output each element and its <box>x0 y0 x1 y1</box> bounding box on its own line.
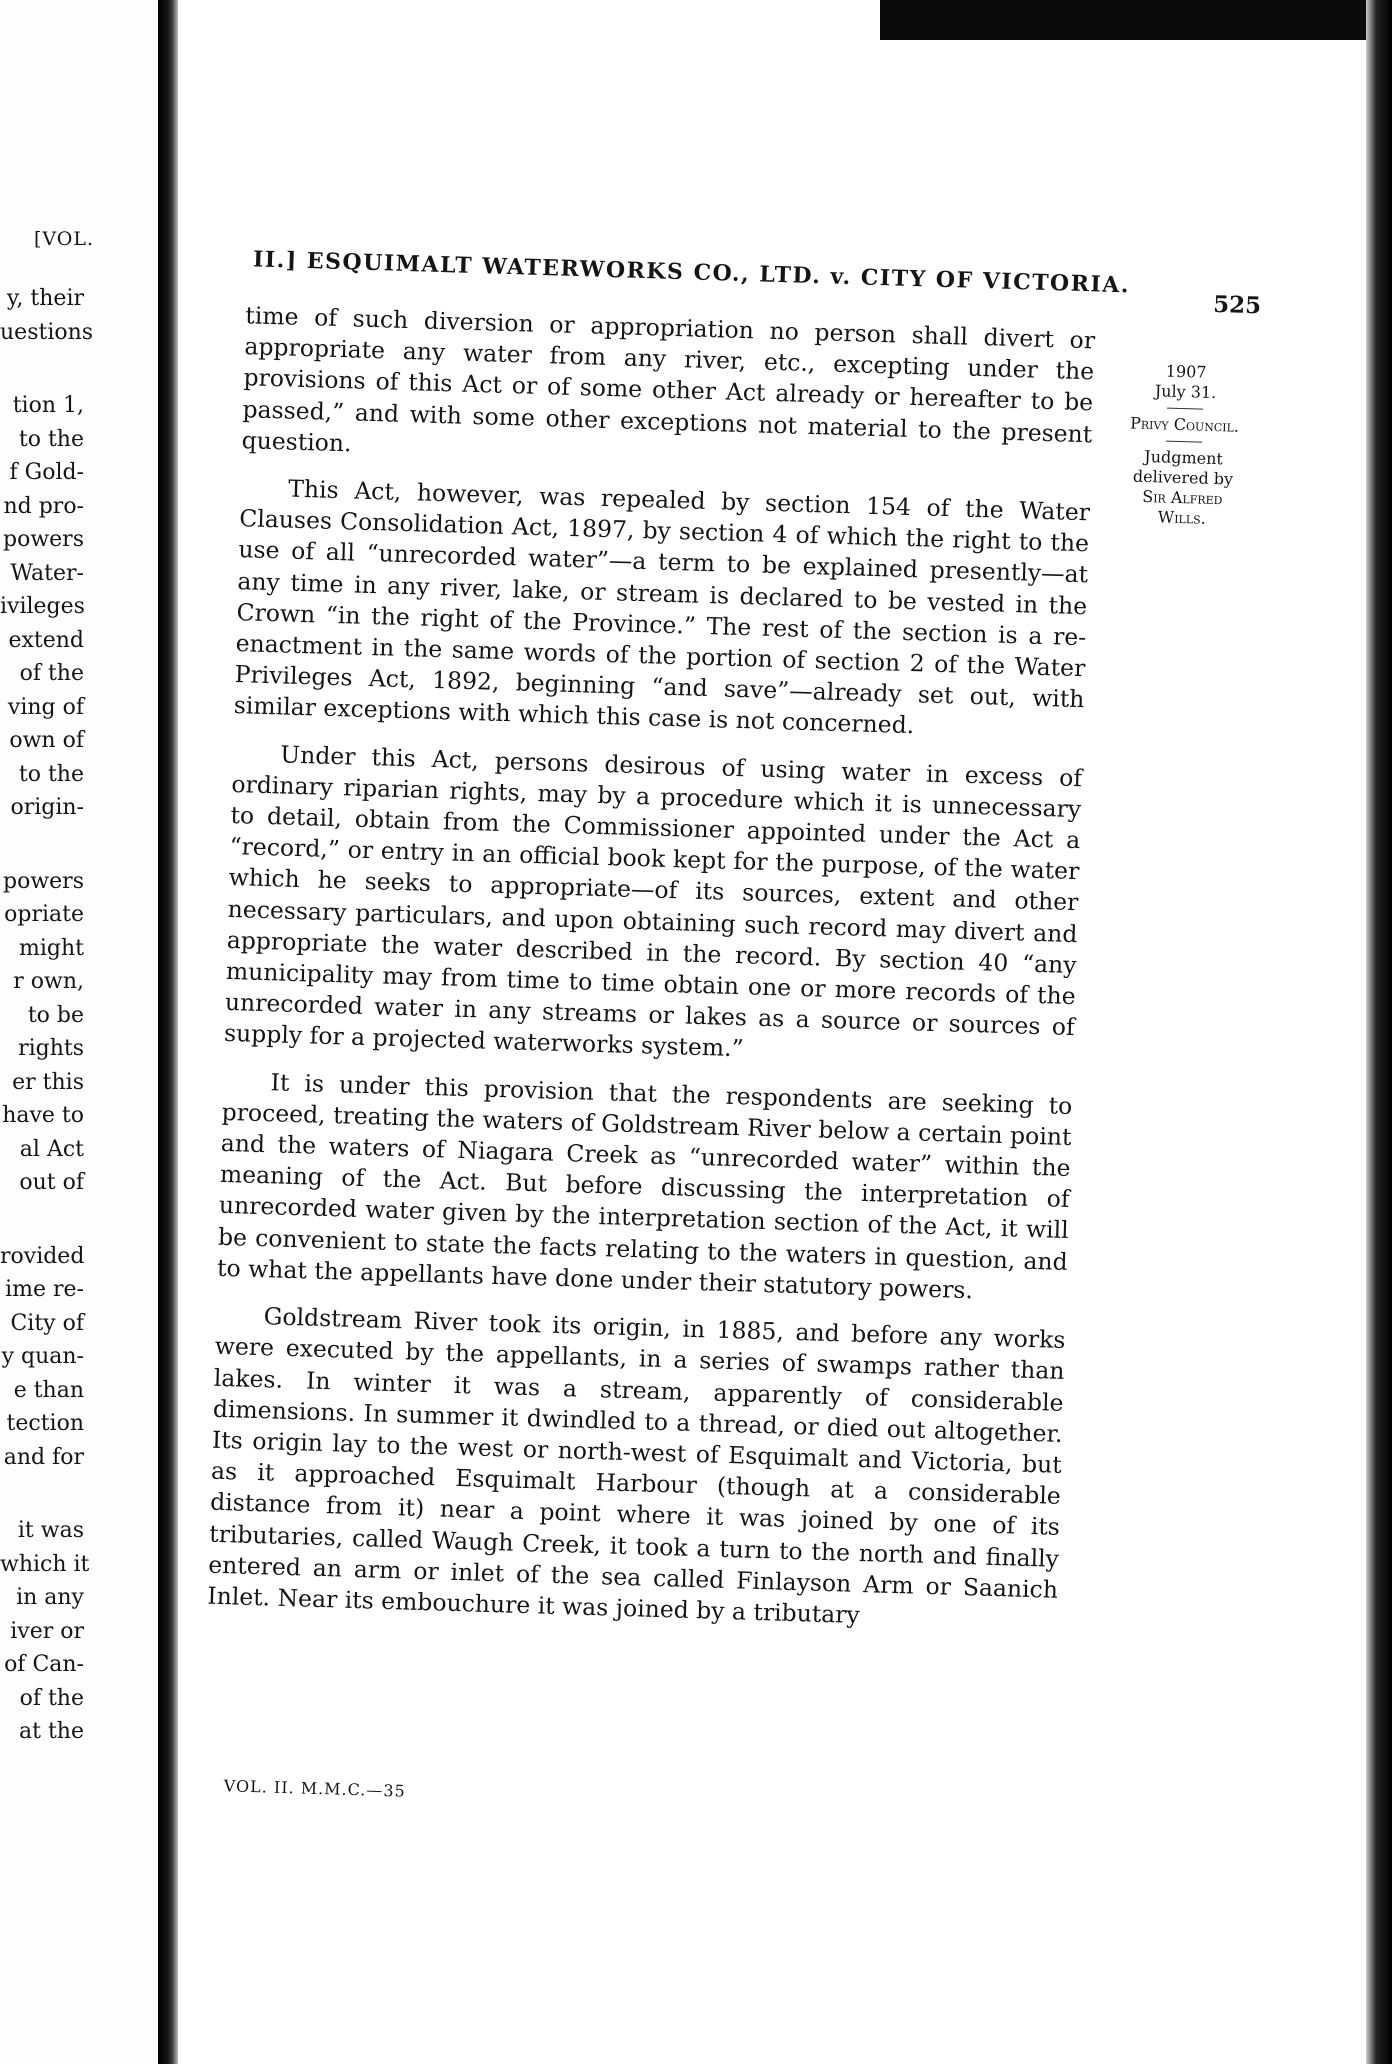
facing-page-line: nd pro- <box>3 493 84 519</box>
scan-border-right <box>1366 0 1392 2064</box>
signature-mark: VOL. II. M.M.C.—35 <box>223 1776 407 1801</box>
book-gutter <box>158 0 178 2064</box>
margin-note-judge: Sir Alfred Wills. <box>1141 486 1223 528</box>
facing-page-line: ving of <box>7 694 84 720</box>
paragraph: Under this Act, persons desirous of using water in excess of ordinary riparian rights, may by a procedure which it is unnecessary to detail, obtain from the Commissioner appointed under the Act a “record,” or entry in an official book kept for the purpose, of the water which he seeks to appropriate—of its sources, extent and other necessary particulars, and upon obtaining such record may divert and appropriate the water described in the record. By section 40 “any municipality may from time to time obtain one or more records of the unrecorded water in any streams or lakes as a source or sources of supply for a projected waterworks system.” <box>223 740 1083 1063</box>
facing-page-line <box>0 1200 84 1240</box>
margin-note-court: Privy Council. <box>1129 413 1240 436</box>
facing-page-text <box>0 282 94 1749</box>
facing-page-line: might <box>19 935 84 961</box>
facing-page-line: opriate <box>4 902 84 927</box>
margin-note-judgment: Judgment delivered by <box>1132 446 1234 489</box>
facing-page-line: er this <box>12 1069 84 1095</box>
facing-page-line: rovided <box>0 1243 85 1269</box>
facing-page-line: of the <box>19 661 84 686</box>
page-number: 525 <box>1212 290 1262 320</box>
body-text <box>206 300 1095 1653</box>
facing-page-volume-label: [VOL. <box>34 228 95 250</box>
facing-page-line <box>0 1474 84 1514</box>
facing-page-line: to the <box>18 761 84 787</box>
facing-page-line: it was <box>17 1518 84 1543</box>
margin-note-date: July 31. <box>1154 381 1217 403</box>
facing-page-line: tection <box>6 1411 84 1436</box>
facing-page-line: rights <box>18 1036 84 1061</box>
paragraph: It is under this provision that the respondents are seeking to proceed, treating the waters of Goldstream River below a certain point and the waters of Niagara Creek as “unrecorded water” within the meaning of the Act. But before discussing the interpretation of unrecorded water given by the interpretation section of the Act, it will be convenient to state the facts relating to the waters in question, and to what the appellants have done under their statutory powers. <box>216 1067 1073 1305</box>
facing-page-line <box>0 349 84 389</box>
paragraph: This Act, however, was repealed by section 154 of the Water Clauses Consolidation Act, 1897, by section 4 of which the right to the use of all “unrecorded water”—a term to be explained presently—at any time in any river, lake, or stream is declared to be vested in the Crown “in the right of the Province.” The rest of the section is a re-enactment in the same words of the portion of section 2 of the Water Privileges Act, 1892, beginning “and save”—already set out, with similar exceptions with which this case is not concerned. <box>233 474 1091 740</box>
facing-page-line: of the <box>19 1685 84 1711</box>
facing-page-line <box>0 825 84 865</box>
facing-page-line: extend <box>8 627 84 653</box>
facing-page-line: which it <box>0 1551 90 1577</box>
facing-page-line: and for <box>3 1444 84 1470</box>
margin-note-rule <box>1166 441 1202 443</box>
facing-page-line: powers <box>3 868 84 894</box>
facing-page-line: uestions <box>0 319 94 345</box>
facing-page-line: r own, <box>13 969 84 994</box>
facing-page-line: of Can- <box>4 1652 84 1677</box>
margin-note-year: 1907 <box>1165 361 1207 382</box>
facing-page-line: iver or <box>10 1618 84 1644</box>
facing-page-line: tion 1, <box>12 393 84 418</box>
facing-page-line: Water- <box>10 560 84 586</box>
facing-page-line: have to <box>2 1103 84 1128</box>
scan-border-top <box>880 0 1392 40</box>
facing-page-line: at the <box>19 1719 84 1744</box>
paragraph: Goldstream River took its origin, in 1885, and before any works were executed by the appellants, in a series of swamps rather than lakes. In winter it was a stream, apparently of considerable dimensions. In summer it dwindled to a thread, or died out altogether. Its origin lay to the west or north-west of Esquimalt and Victoria, but as it approached Esquimalt Harbour (though at a considerable distance from it) near a point where it was joined by one of its tributaries, called Waugh Creek, it took a turn to the north and finally entered an arm or inlet of the sea called Finlayson Arm or Saanich Inlet. Near its embouchure it was joined by a tributary <box>207 1302 1066 1629</box>
facing-page-line: al Act <box>19 1136 84 1162</box>
facing-page-line: to the <box>18 426 84 452</box>
facing-page <box>0 0 160 2064</box>
facing-page-line: out of <box>19 1170 84 1195</box>
facing-page-line: e than <box>13 1377 84 1403</box>
facing-page-line: ime re- <box>5 1277 84 1302</box>
facing-page-line: in any <box>16 1585 84 1610</box>
facing-page-line: f Gold- <box>9 460 84 485</box>
facing-page-line: City of <box>10 1310 84 1336</box>
facing-page-line: to be <box>27 1002 84 1028</box>
facing-page-line: ivileges <box>0 594 85 619</box>
paragraph: time of such diversion or appropriation no person shall divert or appropriate any water from any river, etc., excepting under the provisions of this Act or of some other Act already or hereafter to be passed,” and with some other exceptions not material to the present question. <box>241 301 1096 458</box>
page <box>194 228 1270 1818</box>
facing-page-line: own of <box>9 728 84 753</box>
facing-page-line: powers <box>3 527 84 552</box>
margin-note-rule <box>1167 408 1203 410</box>
running-head: II.] ESQUIMALT WATERWORKS CO., LTD. v. CITY OF VICTORIA. <box>252 246 1131 299</box>
margin-note <box>1127 361 1242 530</box>
facing-page-line: y, their <box>6 286 84 311</box>
facing-page-line: y quan- <box>1 1344 84 1369</box>
facing-page-line: origin- <box>10 795 84 820</box>
